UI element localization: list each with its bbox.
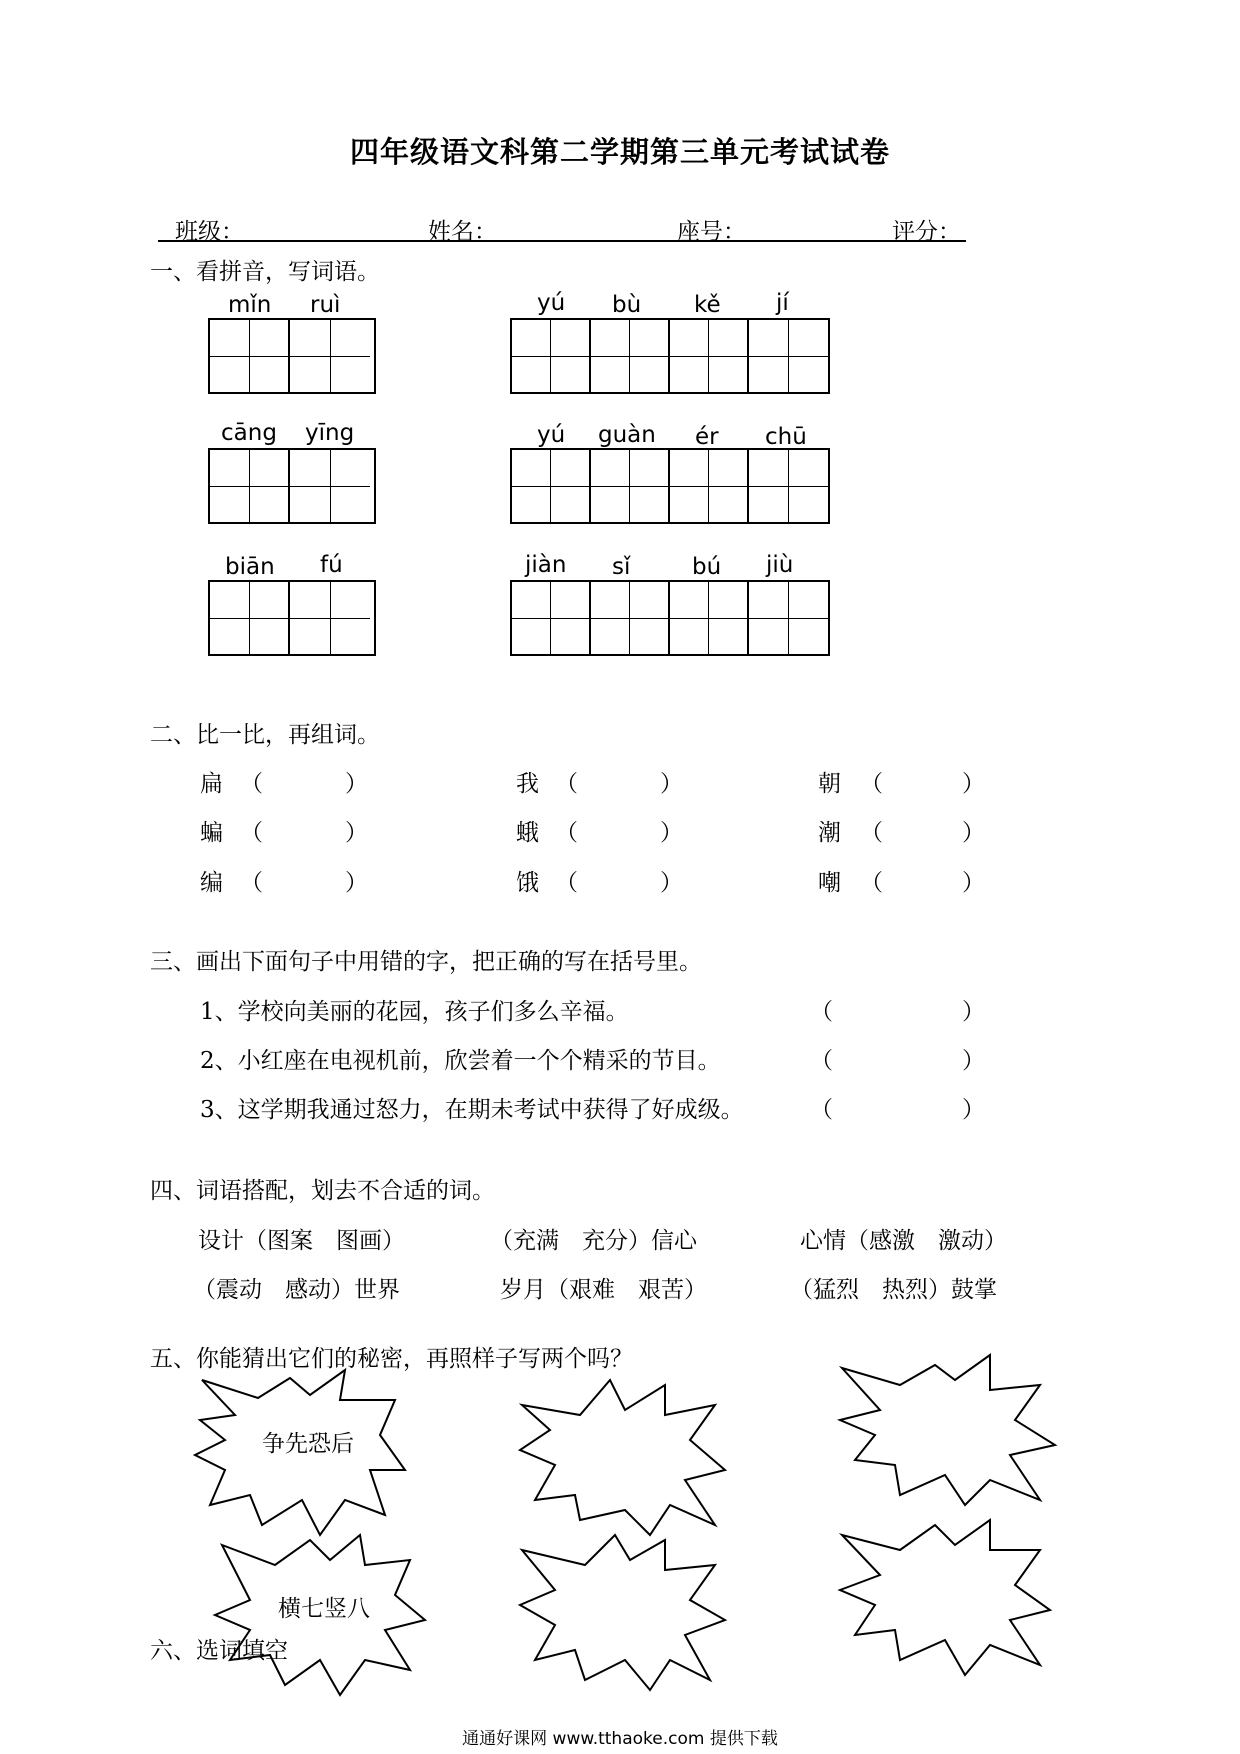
compare-char: 我 xyxy=(516,771,539,797)
answer-paren-open: （ xyxy=(810,1048,833,1074)
burst-blank-3 xyxy=(520,1535,725,1690)
seat-label: 座号： xyxy=(677,219,746,245)
answer-paren-open: （ xyxy=(240,771,263,797)
compare-char: 扁 xyxy=(200,771,223,797)
answer-paren-open: （ xyxy=(555,771,578,797)
section3-heading: 三、画出下面句子中用错的字，把正确的写在括号里。 xyxy=(150,949,702,975)
class-label: 班级： xyxy=(175,219,244,245)
compare-char: 蝙 xyxy=(200,820,223,846)
burst-blank-2 xyxy=(840,1355,1055,1505)
word-match: 岁月（艰难 艰苦） xyxy=(500,1277,707,1303)
burst-blank-1 xyxy=(520,1380,725,1535)
pinyin: yú xyxy=(537,422,566,448)
section6-heading: 六、选词填空 xyxy=(150,1638,288,1664)
pinyin: cāng xyxy=(221,420,277,446)
score-label: 评分： xyxy=(892,219,961,245)
section5-heading: 五、你能猜出它们的秘密，再照样子写两个吗？ xyxy=(150,1346,633,1372)
word-match: 设计（图案 图画） xyxy=(198,1228,405,1254)
answer-paren-close: ） xyxy=(345,771,368,797)
answer-paren-close: ） xyxy=(962,820,985,846)
word-match: （震动 感动）世界 xyxy=(193,1277,400,1303)
pinyin: jiù xyxy=(766,552,794,578)
burst-blank-4 xyxy=(840,1520,1050,1675)
answer-paren-open: （ xyxy=(810,999,833,1025)
answer-paren-close: ） xyxy=(962,1097,985,1123)
compare-char: 饿 xyxy=(516,870,539,896)
burst-example-text: 横七竖八 xyxy=(278,1596,370,1622)
pinyin: yīng xyxy=(305,420,355,446)
pinyin: bú xyxy=(692,554,722,580)
pinyin: ér xyxy=(695,424,719,450)
name-label: 姓名： xyxy=(428,219,497,245)
pinyin: mǐn xyxy=(228,292,272,318)
pinyin: sǐ xyxy=(612,554,631,580)
pinyin: fú xyxy=(320,552,343,578)
pinyin: bù xyxy=(612,292,642,318)
answer-paren-open: （ xyxy=(555,820,578,846)
compare-char: 编 xyxy=(200,870,223,896)
section1-heading: 一、看拼音，写词语。 xyxy=(150,259,380,285)
pinyin: guàn xyxy=(598,422,656,448)
pinyin: kě xyxy=(694,292,721,318)
answer-paren-close: ） xyxy=(345,820,368,846)
answer-paren-open: （ xyxy=(555,870,578,896)
word-match: （猛烈 热烈）鼓掌 xyxy=(790,1277,997,1303)
answer-paren-close: ） xyxy=(962,771,985,797)
word-match: （充满 充分）信心 xyxy=(490,1228,697,1254)
answer-paren-close: ） xyxy=(345,870,368,896)
answer-paren-close: ） xyxy=(962,1048,985,1074)
answer-paren-close: ） xyxy=(962,999,985,1025)
compare-char: 朝 xyxy=(818,771,841,797)
answer-paren-open: （ xyxy=(240,870,263,896)
answer-paren-close: ） xyxy=(962,870,985,896)
answer-paren-open: （ xyxy=(240,820,263,846)
page-title: 四年级语文科第二学期第三单元考试试卷 xyxy=(349,135,890,169)
answer-paren-open: （ xyxy=(860,820,883,846)
pinyin: ruì xyxy=(310,292,341,318)
pinyin: chū xyxy=(765,424,807,450)
answer-paren-open: （ xyxy=(860,870,883,896)
section2-heading: 二、比一比，再组词。 xyxy=(150,722,380,748)
word-match: 心情（感激 激动） xyxy=(800,1228,1007,1254)
pinyin: biān xyxy=(225,554,275,580)
footer-credit: 通通好课网 www.tthaoke.com 提供下载 xyxy=(462,1729,778,1749)
answer-paren-close: ） xyxy=(660,870,683,896)
compare-char: 蛾 xyxy=(516,820,539,846)
compare-char: 嘲 xyxy=(818,870,841,896)
burst-example-text: 争先恐后 xyxy=(262,1431,354,1457)
compare-char: 潮 xyxy=(818,820,841,846)
answer-paren-close: ） xyxy=(660,771,683,797)
sentence-item: 3、这学期我通过怒力，在期未考试中获得了好成级。 xyxy=(200,1097,744,1123)
answer-paren-close: ） xyxy=(660,820,683,846)
sentence-item: 2、小红座在电视机前，欣尝着一个个精采的节目。 xyxy=(200,1048,721,1074)
section4-heading: 四、词语搭配，划去不合适的词。 xyxy=(150,1178,495,1204)
pinyin: jí xyxy=(776,290,789,316)
answer-paren-open: （ xyxy=(860,771,883,797)
pinyin: yú xyxy=(537,290,566,316)
pinyin: jiàn xyxy=(525,552,567,578)
sentence-item: 1、学校向美丽的花园，孩子们多么辛福。 xyxy=(200,999,629,1025)
answer-paren-open: （ xyxy=(810,1097,833,1123)
